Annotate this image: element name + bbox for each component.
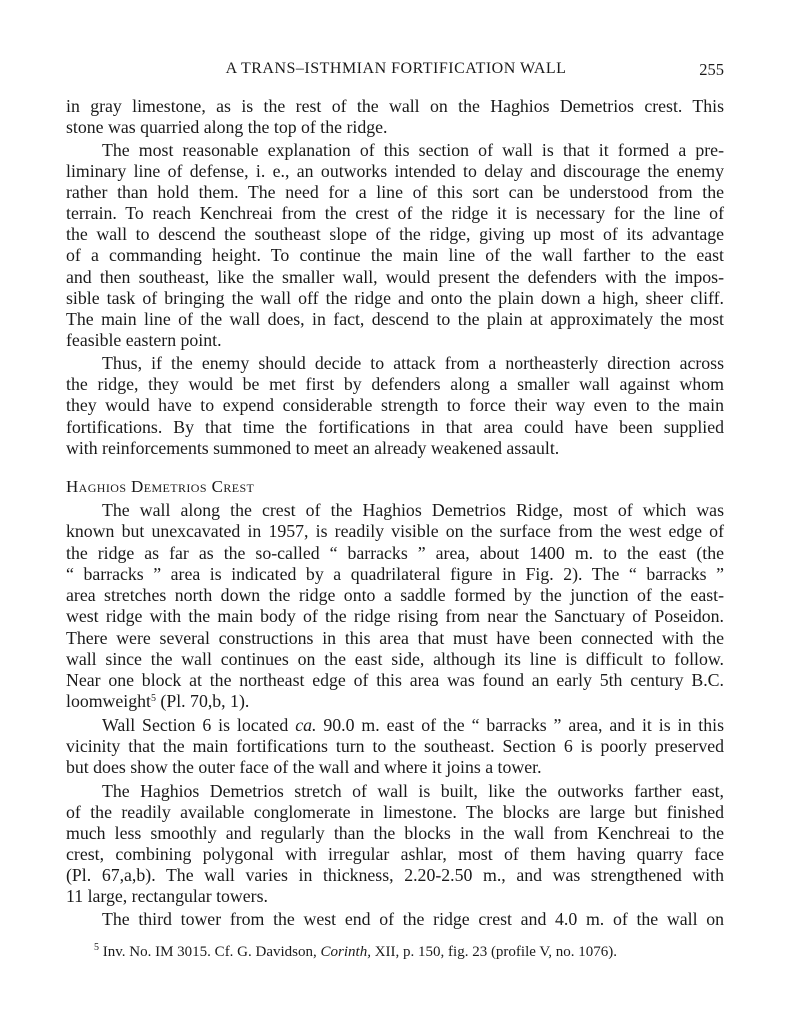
era-abbreviation: B.C.: [691, 670, 724, 690]
text-line: There were several constructions in this area that must have been connected with the: [66, 628, 724, 648]
text-line: they would have to expend considerable strength to force their way even to the main: [66, 395, 724, 415]
text-line: of the readily available conglomerate in limestone. The blocks are large but finished: [66, 802, 724, 822]
text-line: wall since the wall continues on the east side, although its line is difficult to follow.: [66, 649, 724, 669]
footnote: [94, 944, 617, 961]
text-fragment: Wall Section 6 is located: [102, 715, 289, 735]
text-fragment: 90.0 m. east of the “ barracks ” area, and it is in this: [323, 715, 724, 735]
text-line: The main line of the wall does, in fact, descend to the plain at approximately the most: [66, 309, 724, 329]
text-line: the ridge as far as the so-called “ barracks ” area, about 1400 m. to the east (the: [66, 543, 724, 563]
text-line: 11 large, rectangular towers.: [66, 886, 268, 906]
text-line: the wall to descend the southeast slope of the ridge, giving up most of its advantage: [66, 224, 724, 244]
text-line: feasible eastern point.: [66, 330, 222, 350]
text-line: Thus, if the enemy should decide to attack from a northeasterly direction across: [102, 353, 724, 373]
text-fragment: (Pl. 70,b, 1).: [160, 691, 250, 711]
footnote-text: XII, p. 150, fig. 23 (profile V, no. 1076).: [374, 944, 618, 960]
text-line: [66, 670, 724, 691]
text-line: [102, 715, 724, 736]
text-line: sible task of bringing the wall off the ridge and onto the plain down a high, sheer cliff.: [66, 288, 724, 308]
text-line: with reinforcements summoned to meet an already weakened assault.: [66, 438, 560, 458]
text-line: [66, 691, 724, 712]
text-line: The Haghios Demetrios stretch of wall is built, like the outworks farther east,: [102, 781, 724, 801]
running-head-title: A TRANS–ISTHMIAN FORTIFICATION WALL: [225, 60, 567, 77]
footnote-title: Corinth,: [320, 944, 371, 960]
footnote-marker: 5: [94, 942, 99, 953]
footnote-text: Inv. No. IM 3015. Cf. G. Davidson,: [102, 944, 317, 960]
text-line: and then southeast, like the smaller wall, would present the defenders with the impos-: [66, 267, 724, 287]
text-fragment: Near one block at the northeast edge of this area was found an early 5th century: [66, 670, 684, 690]
text-line: terrain. To reach Kenchreai from the crest of the ridge it is necessary for the line of: [66, 203, 724, 223]
text-line: liminary line of defense, i. e., an outworks intended to delay and discourage the enemy: [66, 161, 724, 181]
text-line: the ridge, they would be met first by defenders along a smaller wall against whom: [66, 374, 724, 394]
text-line: vicinity that the main fortifications turn to the southeast. Section 6 is poorly preserved: [66, 736, 724, 756]
footnote-ref: 5: [150, 693, 156, 704]
text-line: fortifications. By that time the fortifications in that area could have been supplied: [66, 417, 724, 437]
text-fragment: loomweight: [66, 691, 151, 711]
text-line: of a commanding height. To continue the main line of the wall farther to the east: [66, 245, 724, 265]
text-line: (Pl. 67,a,b). The wall varies in thickness, 2.20-2.50 m., and was strengthened with: [66, 865, 724, 885]
running-head: [66, 60, 726, 82]
text-line: west ridge with the main body of the ridge rising from near the Sanctuary of Poseidon.: [66, 606, 724, 626]
text-line: stone was quarried along the top of the ridge.: [66, 117, 388, 137]
text-line: area stretches north down the ridge onto a saddle formed by the junction of the east-: [66, 585, 724, 605]
page-number: 255: [699, 60, 724, 79]
text-line: The third tower from the west end of the ridge crest and 4.0 m. of the wall on: [102, 909, 724, 929]
text-line: crest, combining polygonal with irregular ashlar, most of them having quarry face: [66, 844, 724, 864]
text-line: “ barracks ” area is indicated by a quadrilateral figure in Fig. 2). The “ barracks ”: [66, 564, 724, 584]
text-line: known but unexcavated in 1957, is readily visible on the surface from the west edge of: [66, 521, 724, 541]
section-heading: Haghios Demetrios Crest: [66, 477, 255, 496]
text-fragment-italic: ca.: [295, 715, 317, 735]
text-line: but does show the outer face of the wall and where it joins a tower.: [66, 757, 542, 777]
text-line: rather than hold them. The need for a line of this sort can be understood from the: [66, 182, 724, 202]
text-line: The most reasonable explanation of this section of wall is that it formed a pre-: [102, 140, 724, 160]
text-line: much less smoothly and regularly than the blocks in the wall from Kenchreai to the: [66, 823, 724, 843]
text-line: in gray limestone, as is the rest of the wall on the Haghios Demetrios crest. This: [66, 96, 724, 116]
text-line: The wall along the crest of the Haghios Demetrios Ridge, most of which was: [102, 500, 724, 520]
